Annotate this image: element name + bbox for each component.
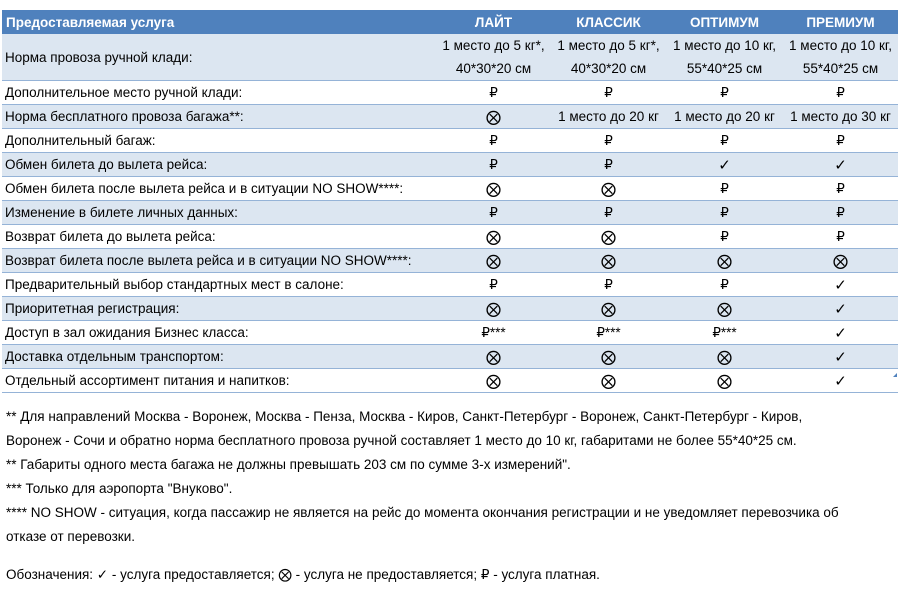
not-provided-icon: ⨂ (551, 177, 666, 201)
paid-ruble-icon: ₽ (551, 153, 666, 177)
header-tariff-classic: КЛАССИК (551, 10, 666, 34)
not-provided-icon: ⨂ (551, 345, 666, 369)
not-provided-icon: ⨂ (436, 369, 551, 393)
service-name-cell: Приоритетная регистрация: (2, 297, 436, 321)
paid-ruble-icon: ₽*** (551, 321, 666, 345)
paid-ruble-icon: ₽ (666, 273, 783, 297)
included-check-icon: ✓ (783, 273, 898, 297)
footnote-hand-luggage-line2: Воронеж - Сочи и обратно норма бесплатного провоза ручной составляет 1 место до 10 кг, габаритами не более 55*40*25 см. (6, 433, 797, 448)
table-body (2, 34, 898, 393)
not-provided-icon: ⨂ (551, 297, 666, 321)
not-provided-icon: ⨂ (436, 345, 551, 369)
paid-ruble-icon: ₽ (436, 201, 551, 225)
paid-ruble-icon: ₽ (666, 81, 783, 105)
table-row (2, 153, 898, 177)
table-header-row (2, 10, 898, 34)
paid-ruble-icon: ₽ (666, 201, 783, 225)
service-name-cell: Возврат билета после вылета рейса и в ситуации NO SHOW****: (2, 249, 436, 273)
paid-ruble-icon: ₽ (551, 201, 666, 225)
table-row (2, 249, 898, 273)
table-row (2, 81, 898, 105)
not-provided-icon: ⨂ (666, 297, 783, 321)
paid-ruble-icon: ₽ (436, 273, 551, 297)
paid-ruble-icon: ₽ (783, 225, 898, 249)
paid-ruble-icon: ₽*** (436, 321, 551, 345)
tariff-value-cell-optimum: 1 место до 20 кг (666, 105, 783, 129)
included-check-icon: ✓ (783, 297, 898, 321)
service-name-cell: Обмен билета после вылета рейса и в ситуации NO SHOW****: (2, 177, 436, 201)
table-row (2, 345, 898, 369)
paid-ruble-icon: ₽ (666, 129, 783, 153)
paid-ruble-icon: ₽ (666, 177, 783, 201)
table-row (2, 105, 898, 129)
service-name-cell: Норма бесплатного провоза багажа**: (2, 105, 436, 129)
table-row (2, 225, 898, 249)
not-provided-icon: ⨂ (666, 369, 783, 393)
paid-ruble-icon: ₽ (551, 273, 666, 297)
tariff-value-cell-classic: 1 место до 5 кг*, 40*30*20 см (551, 34, 666, 81)
header-tariff-premium: ПРЕМИУМ (783, 10, 898, 34)
not-provided-icon: ⨂ (436, 249, 551, 273)
paid-ruble-icon: ₽ (551, 81, 666, 105)
table-row (2, 273, 898, 297)
service-name-cell: Предварительный выбор стандартных мест в салоне: (2, 273, 436, 297)
service-name-cell: Изменение в билете личных данных: (2, 201, 436, 225)
paid-ruble-icon: ₽ (436, 129, 551, 153)
table-row (2, 129, 898, 153)
service-name-cell: Доступ в зал ожидания Бизнес класса: (2, 321, 436, 345)
tariff-value-cell-premium: 1 место до 30 кг (783, 105, 898, 129)
table-row (2, 177, 898, 201)
paid-ruble-icon: ₽*** (666, 321, 783, 345)
not-provided-icon: ⨂ (551, 369, 666, 393)
not-provided-icon: ⨂ (666, 345, 783, 369)
paid-ruble-icon: ₽ (783, 129, 898, 153)
not-provided-icon: ⨂ (436, 225, 551, 249)
not-provided-icon: ⨂ (436, 177, 551, 201)
not-provided-icon: ⨂ (436, 105, 551, 129)
table-row (2, 297, 898, 321)
included-check-icon: ✓ (783, 321, 898, 345)
table-row (2, 201, 898, 225)
table-row (2, 369, 898, 393)
tariff-value-cell-optimum: 1 место до 10 кг, 55*40*25 см (666, 34, 783, 81)
table-row (2, 34, 898, 81)
included-check-icon: ✓ (666, 153, 783, 177)
not-provided-icon: ⨂ (783, 249, 898, 273)
included-check-icon: ✓ (783, 153, 898, 177)
header-service: Предоставляемая услуга (2, 10, 436, 34)
not-provided-icon: ⨂ (666, 249, 783, 273)
footnote-vnukovo: *** Только для аэропорта "Внуково". (6, 481, 233, 496)
footnote-no-show-line1: **** NO SHOW - ситуация, когда пассажир не является на рейс до момента окончания регистрации и не уведомляет перевозчика об (6, 505, 839, 520)
service-name-cell: Дополнительное место ручной клади: (2, 81, 436, 105)
service-name-cell: Доставка отдельным транспортом: (2, 345, 436, 369)
service-name-cell: Обмен билета до вылета рейса: (2, 153, 436, 177)
not-provided-icon: ⨂ (551, 249, 666, 273)
included-check-icon: ✓ (783, 345, 898, 369)
table-resize-corner-icon (893, 373, 897, 377)
service-name-cell: Отдельный ассортимент питания и напитков: (2, 369, 436, 393)
paid-ruble-icon: ₽ (783, 201, 898, 225)
legend: Обозначения: ✓ - услуга предоставляется; ⨂ - услуга не предоставляется; ₽ - услуга платная. (6, 567, 600, 582)
included-check-icon: ✓ (783, 369, 898, 393)
header-tariff-lite: ЛАЙТ (436, 10, 551, 34)
tariff-comparison-table (2, 10, 898, 393)
footnotes (6, 405, 894, 587)
footnote-hand-luggage-line1: ** Для направлений Москва - Воронеж, Москва - Пенза, Москва - Киров, Санкт-Петербург - Воронеж, Санкт-Петербург - Киров, (6, 409, 803, 424)
table-row (2, 321, 898, 345)
service-name-cell: Норма провоза ручной клади: (2, 34, 436, 81)
header-tariff-optimum: ОПТИМУМ (666, 10, 783, 34)
footnote-baggage-size: ** Габариты одного места багажа не должны превышать 203 см по сумме 3-х измерений". (6, 457, 571, 472)
paid-ruble-icon: ₽ (436, 81, 551, 105)
footnote-spacer (6, 549, 894, 563)
service-name-cell: Возврат билета до вылета рейса: (2, 225, 436, 249)
paid-ruble-icon: ₽ (551, 129, 666, 153)
footnote-no-show-line2: отказе от перевозки. (6, 529, 135, 544)
paid-ruble-icon: ₽ (666, 225, 783, 249)
paid-ruble-icon: ₽ (783, 81, 898, 105)
tariff-value-cell-lite: 1 место до 5 кг*, 40*30*20 см (436, 34, 551, 81)
tariff-value-cell-classic: 1 место до 20 кг (551, 105, 666, 129)
tariff-value-cell-premium: 1 место до 10 кг, 55*40*25 см (783, 34, 898, 81)
paid-ruble-icon: ₽ (783, 177, 898, 201)
paid-ruble-icon: ₽ (436, 153, 551, 177)
not-provided-icon: ⨂ (436, 297, 551, 321)
not-provided-icon: ⨂ (551, 225, 666, 249)
service-name-cell: Дополнительный багаж: (2, 129, 436, 153)
